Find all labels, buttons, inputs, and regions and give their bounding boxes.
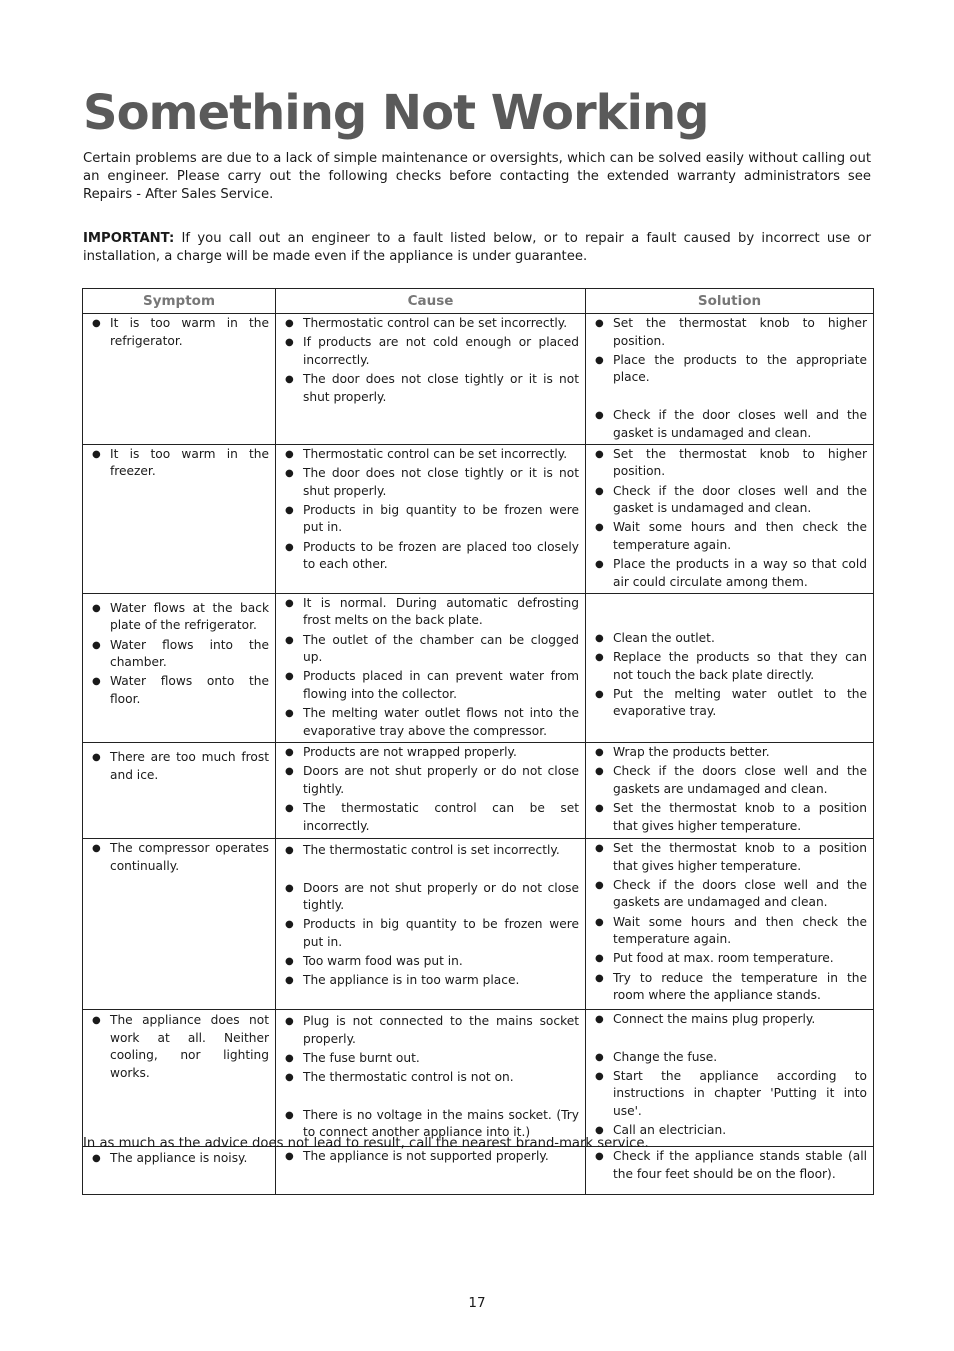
cause-item: ● If products are not cold enough or placed incorrectly. xyxy=(283,334,579,369)
solution-item: ● Put food at max. room temperature. xyxy=(593,950,867,968)
symptom-cell xyxy=(83,743,276,839)
solution-cell xyxy=(586,839,874,1010)
cause-item: ● The thermostatic control is not on. xyxy=(283,1069,579,1087)
cause-item: ● Thermostatic control can be set incorrectly. xyxy=(283,446,579,464)
symptom-cell xyxy=(83,593,276,742)
cause-item: ● Plug is not connected to the mains socket properly. xyxy=(283,1013,579,1048)
solution-item: ● Check if the door closes well and the gasket is undamaged and clean. xyxy=(593,483,867,518)
table-row xyxy=(83,444,874,593)
solution-item: ● Connect the mains plug properly. xyxy=(593,1011,867,1029)
cause-cell xyxy=(276,1010,586,1147)
symptom-header: Symptom xyxy=(83,289,276,314)
cause-item: ● Doors are not shut properly or do not close tightly. xyxy=(283,763,579,798)
solution-item: ● Wrap the products better. xyxy=(593,744,867,762)
cause-item: ● Too warm food was put in. xyxy=(283,953,579,971)
table-row xyxy=(83,1010,874,1147)
solution-item: ● Place the products in a way so that cold air could circulate among them. xyxy=(593,556,867,591)
symptom-item: ● It is too warm in the refrigerator. xyxy=(90,315,269,350)
symptom-cell xyxy=(83,839,276,1010)
table-row xyxy=(83,314,874,445)
solution-item: ● Wait some hours and then check the temperature again. xyxy=(593,914,867,949)
symptom-cell xyxy=(83,444,276,593)
symptom-item: ● Water flows onto the floor. xyxy=(90,673,269,708)
table-row xyxy=(83,743,874,839)
solution-item: ● Put the melting water outlet to the evaporative tray. xyxy=(593,686,867,721)
cause-item: ● Products placed in can prevent water from flowing into the collector. xyxy=(283,668,579,703)
solution-item: ● Clean the outlet. xyxy=(593,630,867,648)
cause-cell xyxy=(276,743,586,839)
symptom-item: ● The appliance does not work at all. Neither cooling, nor lighting works. xyxy=(90,1012,269,1082)
page-number: 17 xyxy=(468,1295,486,1311)
solution-cell xyxy=(586,743,874,839)
cause-item: ● Doors are not shut properly or do not close tightly. xyxy=(283,880,579,915)
solution-item: ● Change the fuse. xyxy=(593,1049,867,1067)
solution-cell xyxy=(586,1010,874,1147)
symptom-item: ● The appliance is noisy. xyxy=(90,1150,269,1168)
table-row xyxy=(83,1147,874,1195)
important-label: IMPORTANT: xyxy=(83,231,175,246)
cause-item: ● The thermostatic control is set incorrectly. xyxy=(283,842,579,860)
important-notice xyxy=(83,230,871,266)
cause-cell xyxy=(276,839,586,1010)
table-header-row xyxy=(83,289,874,314)
cause-item: ● The thermostatic control can be set incorrectly. xyxy=(283,800,579,835)
symptom-item: ● The compressor operates continually. xyxy=(90,840,269,875)
cause-item: ● It is normal. During automatic defrosting frost melts on the back plate. xyxy=(283,595,579,630)
symptom-item: ● Water flows at the back plate of the refrigerator. xyxy=(90,600,269,635)
cause-item: ● The appliance is not supported properly. xyxy=(283,1148,579,1166)
important-text: If you call out an engineer to a fault listed below, or to repair a fault caused by incorrect use or installation, a charge will be made even if the appliance is under guarantee. xyxy=(83,231,871,264)
solution-cell xyxy=(586,444,874,593)
cause-header: Cause xyxy=(276,289,586,314)
cause-item: ● Products are not wrapped properly. xyxy=(283,744,579,762)
solution-cell xyxy=(586,593,874,742)
cause-item: ● The melting water outlet flows not into the evaporative tray above the compressor. xyxy=(283,705,579,740)
symptom-item: ● It is too warm in the freezer. xyxy=(90,446,269,481)
symptom-item: ● There are too much frost and ice. xyxy=(90,749,269,784)
cause-item: ● Products in big quantity to be frozen were put in. xyxy=(283,916,579,951)
footer-note: In as much as the advice does not lead to result, call the nearest brand-mark service. xyxy=(83,1136,649,1151)
solution-item: ● Place the products to the appropriate place. xyxy=(593,352,867,387)
solution-item: ● Check if the door closes well and the gasket is undamaged and clean. xyxy=(593,407,867,442)
page-title: Something Not Working xyxy=(83,85,709,141)
symptom-cell xyxy=(83,1147,276,1195)
solution-item: ● Start the appliance according to instructions in chapter 'Putting it into use'. xyxy=(593,1068,867,1121)
cause-cell xyxy=(276,593,586,742)
cause-item: ● Thermostatic control can be set incorrectly. xyxy=(283,315,579,333)
solution-item: ● Call an electrician. xyxy=(593,1122,867,1140)
cause-item: ● Products in big quantity to be frozen were put in. xyxy=(283,502,579,537)
cause-item: ● The appliance is in too warm place. xyxy=(283,972,579,990)
solution-item: ● Set the thermostat knob to a position that gives higher temperature. xyxy=(593,840,867,875)
solution-item: ● Try to reduce the temperature in the room where the appliance stands. xyxy=(593,970,867,1005)
cause-item: ● The door does not close tightly or it is not shut properly. xyxy=(283,465,579,500)
cause-cell xyxy=(276,1147,586,1195)
symptom-cell xyxy=(83,1010,276,1147)
table-row xyxy=(83,839,874,1010)
symptom-cell xyxy=(83,314,276,445)
troubleshooting-table xyxy=(82,288,874,1195)
table-row xyxy=(83,593,874,742)
solution-item: ● Check if the doors close well and the gaskets are undamaged and clean. xyxy=(593,763,867,798)
cause-cell xyxy=(276,444,586,593)
cause-item: ● The outlet of the chamber can be clogged up. xyxy=(283,632,579,667)
solution-item: ● Replace the products so that they can not touch the back plate directly. xyxy=(593,649,867,684)
cause-item: ● The fuse burnt out. xyxy=(283,1050,579,1068)
cause-item: ● There is no voltage in the mains socket. (Try to connect another appliance into it.) xyxy=(283,1107,579,1142)
solution-item: ● Set the thermostat knob to a position that gives higher temperature. xyxy=(593,800,867,835)
cause-item: ● The door does not close tightly or it is not shut properly. xyxy=(283,371,579,406)
solution-cell xyxy=(586,1147,874,1195)
cause-item: ● Products to be frozen are placed too closely to each other. xyxy=(283,539,579,574)
solution-item: ● Set the thermostat knob to higher position. xyxy=(593,446,867,481)
solution-header: Solution xyxy=(586,289,874,314)
cause-cell xyxy=(276,314,586,445)
solution-item: ● Check if the doors close well and the gaskets are undamaged and clean. xyxy=(593,877,867,912)
intro-paragraph: Certain problems are due to a lack of simple maintenance or oversights, which can be solved easily without calling out an engineer. Please carry out the following checks before contacting the extended warranty administrators see Repairs - After Sales Service. xyxy=(83,151,871,202)
solution-item: ● Wait some hours and then check the temperature again. xyxy=(593,519,867,554)
solution-item: ● Set the thermostat knob to higher position. xyxy=(593,315,867,350)
solution-cell xyxy=(586,314,874,445)
solution-item: ● Check if the appliance stands stable (all the four feet should be on the floor). xyxy=(593,1148,867,1183)
symptom-item: ● Water flows into the chamber. xyxy=(90,637,269,672)
